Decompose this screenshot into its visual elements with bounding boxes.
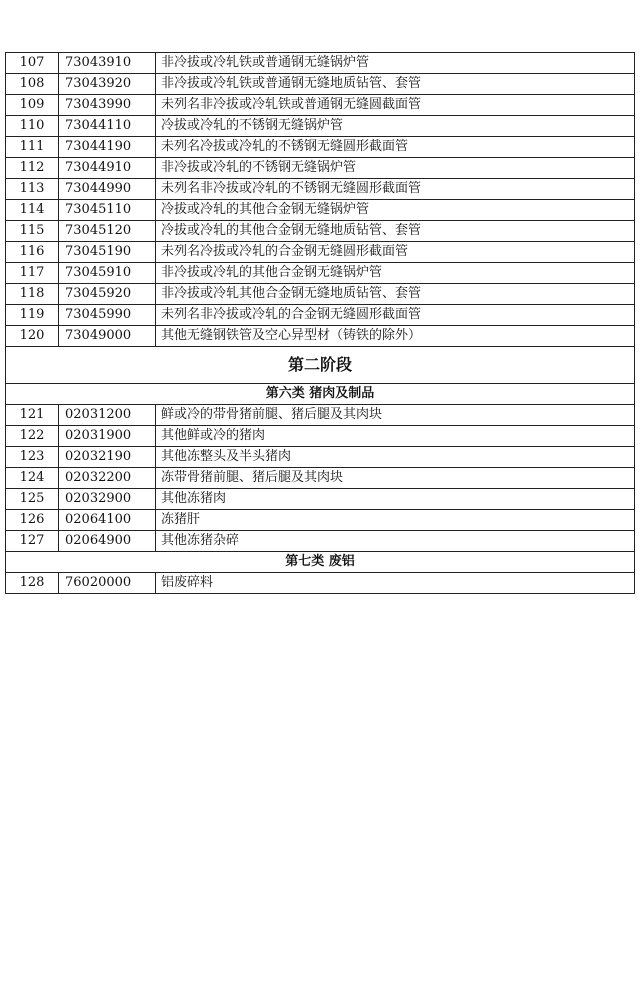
table-row	[6, 447, 635, 468]
item-number-cell: 121	[6, 405, 59, 426]
item-number-cell: 117	[6, 263, 59, 284]
tariff-code-cell: 73045190	[59, 242, 156, 263]
product-name-cell: 非冷拔或冷轧铁或普通钢无缝锅炉管	[156, 53, 635, 74]
tariff-code-cell: 73045910	[59, 263, 156, 284]
table-row	[6, 221, 635, 242]
table-row	[6, 263, 635, 284]
tariff-code-cell: 02031900	[59, 426, 156, 447]
tariff-code-cell: 73044110	[59, 116, 156, 137]
product-name-cell: 冷拔或冷轧的其他合金钢无缝锅炉管	[156, 200, 635, 221]
item-number-cell: 126	[6, 510, 59, 531]
item-number-cell: 108	[6, 74, 59, 95]
product-name-cell: 其他冻猪杂碎	[156, 531, 635, 552]
tariff-code-cell: 76020000	[59, 573, 156, 594]
item-number-cell: 111	[6, 137, 59, 158]
table-row	[6, 158, 635, 179]
product-name-cell: 冻猪肝	[156, 510, 635, 531]
product-name-cell: 非冷拔或冷轧铁或普通钢无缝地质钻管、套管	[156, 74, 635, 95]
item-number-cell: 127	[6, 531, 59, 552]
tariff-code-cell: 73044990	[59, 179, 156, 200]
item-number-cell: 116	[6, 242, 59, 263]
stage-title-row	[6, 347, 635, 384]
table-row	[6, 510, 635, 531]
item-number-cell: 118	[6, 284, 59, 305]
item-number-cell: 109	[6, 95, 59, 116]
table-row	[6, 116, 635, 137]
category-title-row	[6, 552, 635, 573]
item-number-cell: 120	[6, 326, 59, 347]
tariff-code-cell: 73044910	[59, 158, 156, 179]
table-row	[6, 284, 635, 305]
tariff-code-cell: 02031200	[59, 405, 156, 426]
tariff-list-document	[5, 52, 635, 594]
item-number-cell: 107	[6, 53, 59, 74]
item-number-cell: 125	[6, 489, 59, 510]
product-name-cell: 未列名冷拔或冷轧的不锈钢无缝圆形截面管	[156, 137, 635, 158]
table-row	[6, 242, 635, 263]
tariff-code-cell: 73043990	[59, 95, 156, 116]
table-row	[6, 468, 635, 489]
product-name-cell: 其他冻整头及半头猪肉	[156, 447, 635, 468]
tariff-table-body	[6, 53, 635, 594]
category-title: 第七类 废铝	[6, 552, 635, 573]
tariff-code-cell: 02064900	[59, 531, 156, 552]
item-number-cell: 124	[6, 468, 59, 489]
table-row	[6, 179, 635, 200]
item-number-cell: 112	[6, 158, 59, 179]
table-row	[6, 137, 635, 158]
product-name-cell: 其他冻猪肉	[156, 489, 635, 510]
item-number-cell: 113	[6, 179, 59, 200]
tariff-table	[5, 52, 635, 594]
product-name-cell: 铝废碎料	[156, 573, 635, 594]
item-number-cell: 110	[6, 116, 59, 137]
tariff-code-cell: 02032190	[59, 447, 156, 468]
table-row	[6, 405, 635, 426]
table-row	[6, 305, 635, 326]
table-row	[6, 95, 635, 116]
product-name-cell: 冷拔或冷轧的不锈钢无缝锅炉管	[156, 116, 635, 137]
tariff-code-cell: 02064100	[59, 510, 156, 531]
tariff-code-cell: 73044190	[59, 137, 156, 158]
product-name-cell: 冷拔或冷轧的其他合金钢无缝地质钻管、套管	[156, 221, 635, 242]
tariff-code-cell: 73045920	[59, 284, 156, 305]
tariff-code-cell: 73049000	[59, 326, 156, 347]
table-row	[6, 200, 635, 221]
product-name-cell: 未列名非冷拔或冷轧铁或普通钢无缝圆截面管	[156, 95, 635, 116]
table-row	[6, 326, 635, 347]
item-number-cell: 119	[6, 305, 59, 326]
product-name-cell: 冻带骨猪前腿、猪后腿及其肉块	[156, 468, 635, 489]
product-name-cell: 鲜或冷的带骨猪前腿、猪后腿及其肉块	[156, 405, 635, 426]
product-name-cell: 其他无缝钢铁管及空心异型材（铸铁的除外）	[156, 326, 635, 347]
table-row	[6, 573, 635, 594]
product-name-cell: 其他鲜或冷的猪肉	[156, 426, 635, 447]
tariff-code-cell: 02032900	[59, 489, 156, 510]
table-row	[6, 426, 635, 447]
tariff-code-cell: 73043920	[59, 74, 156, 95]
product-name-cell: 未列名非冷拔或冷轧的不锈钢无缝圆形截面管	[156, 179, 635, 200]
category-title-row	[6, 384, 635, 405]
tariff-code-cell: 02032200	[59, 468, 156, 489]
item-number-cell: 122	[6, 426, 59, 447]
tariff-code-cell: 73045990	[59, 305, 156, 326]
tariff-code-cell: 73045110	[59, 200, 156, 221]
product-name-cell: 非冷拔或冷轧的不锈钢无缝锅炉管	[156, 158, 635, 179]
table-row	[6, 531, 635, 552]
table-row	[6, 489, 635, 510]
stage-title: 第二阶段	[6, 347, 635, 384]
item-number-cell: 128	[6, 573, 59, 594]
tariff-code-cell: 73045120	[59, 221, 156, 242]
table-row	[6, 53, 635, 74]
tariff-code-cell: 73043910	[59, 53, 156, 74]
product-name-cell: 非冷拔或冷轧的其他合金钢无缝锅炉管	[156, 263, 635, 284]
product-name-cell: 未列名非冷拔或冷轧的合金钢无缝圆形截面管	[156, 305, 635, 326]
product-name-cell: 非冷拔或冷轧其他合金钢无缝地质钻管、套管	[156, 284, 635, 305]
item-number-cell: 115	[6, 221, 59, 242]
product-name-cell: 未列名冷拔或冷轧的合金钢无缝圆形截面管	[156, 242, 635, 263]
item-number-cell: 123	[6, 447, 59, 468]
item-number-cell: 114	[6, 200, 59, 221]
table-row	[6, 74, 635, 95]
category-title: 第六类 猪肉及制品	[6, 384, 635, 405]
